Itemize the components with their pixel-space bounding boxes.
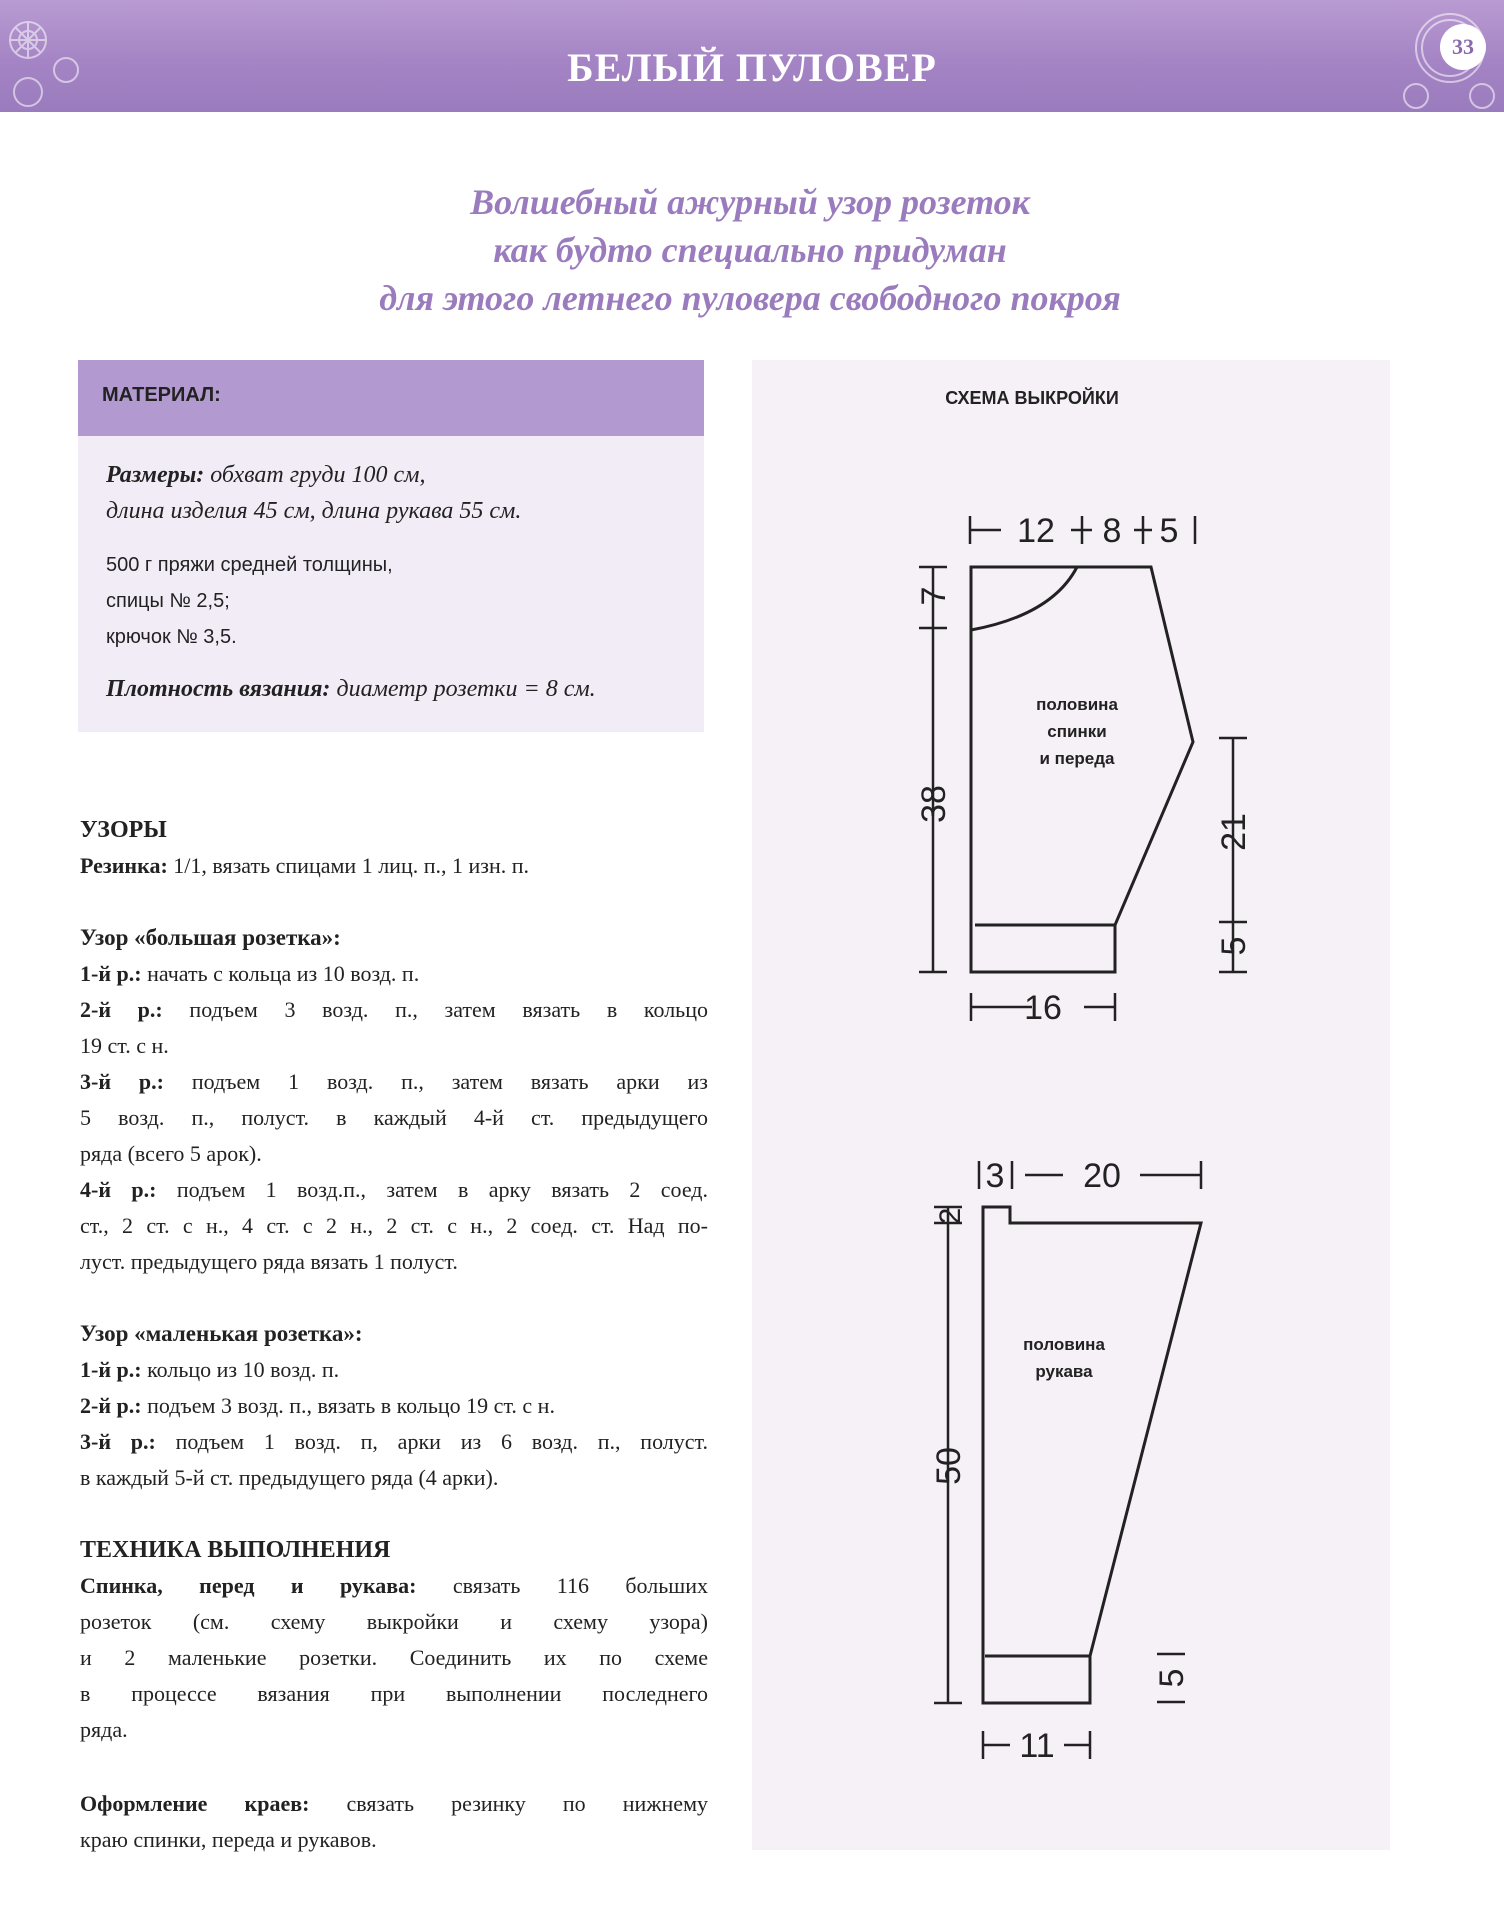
edges-text: краю спинки, переда и рукавов. [80,1827,377,1852]
piece-label: половина [1023,1335,1105,1354]
rib-text: 1/1, вязать спицами 1 лиц. п., 1 изн. п. [167,853,529,878]
dim-label: 5 [1153,1668,1191,1688]
gauge-text: диаметр розетки = 8 см. [330,676,596,702]
row-text: 5 возд. п., полуст. в каждый 4-й ст. предыдущего [80,1105,708,1130]
piece-label: рукава [1035,1362,1093,1381]
technique-text: связать 116 больших [416,1573,708,1598]
row-label: 3-й р.: [80,1429,156,1454]
dim-label: 3 [985,1157,1005,1195]
yarn-line: 500 г пряжи средней толщины, [106,554,393,576]
dim-label: 12 [1017,512,1055,550]
row-label: 4-й р.: [80,1177,157,1202]
row-text: подъем 1 возд. п, арки из 6 возд. п., полуст. [155,1429,708,1454]
technique-label: Спинка, перед и рукава: [80,1573,417,1598]
neckline [971,567,1077,630]
technique-text: ряда. [80,1717,128,1742]
technique-text: розеток (см. схему выкройки и схему узора) [80,1609,708,1634]
dim-label: 21 [1215,813,1253,851]
row-label: 2-й р.: [80,1393,142,1418]
piece-label: спинки [1047,722,1107,741]
row-text: подъем 1 возд.п., затем в арку вязать 2 соед. [156,1177,708,1202]
dim-label: 7 [915,586,953,606]
edges-text: связать резинку по нижнему [309,1791,708,1816]
page-number: 33 [1440,24,1486,70]
row-label: 2-й р.: [80,997,163,1022]
row-text: подъем 3 возд. п., вязать в кольцо 19 ст. с н. [141,1393,555,1418]
row-text: подъем 3 возд. п., затем вязать в кольцо [162,997,708,1022]
dim-label: 11 [1019,1727,1055,1765]
row-text: кольцо из 10 возд. п. [141,1357,340,1382]
gauge-label: Плотность вязания: [106,676,331,702]
row-text: 19 ст. с н. [80,1033,169,1058]
dim-label: 8 [1102,512,1122,550]
subtitle-line: для этого летнего пуловера свободного покроя [379,278,1121,318]
dim-label: 38 [915,785,953,823]
edges-label: Оформление краев: [80,1791,310,1816]
row-text: в каждый 5-й ст. предыдущего ряда (4 арки). [80,1465,499,1490]
diagram-title: СХЕМА ВЫКРОЙКИ [945,388,1119,408]
subtitle-line: Волшебный ажурный узор розеток [470,182,1030,222]
body-outline [971,567,1193,972]
dim-label: 5 [1159,512,1179,550]
row-text: начать с кольца из 10 возд. п. [141,961,420,986]
sizes-line-2: длина изделия 45 см, длина рукава 55 см. [106,498,522,524]
needles-line: спицы № 2,5; [106,590,230,612]
page-title: БЕЛЫЙ ПУЛОВЕР [567,45,937,90]
row-label: 1-й р.: [80,1357,142,1382]
rib-label: Резинка: [80,853,168,878]
row-text: ряда (всего 5 арок). [80,1141,262,1166]
patterns-heading: УЗОРЫ [80,817,167,843]
row-text: луст. предыдущего ряда вязать 1 полуст. [80,1249,458,1274]
row-text: ст., 2 ст. с н., 4 ст. с 2 н., 2 ст. с н., 2 соед. ст. Над по- [80,1213,708,1238]
piece-label: и переда [1039,749,1115,768]
technique-heading: ТЕХНИКА ВЫПОЛНЕНИЯ [80,1537,391,1563]
technique-text: в процессе вязания при выполнении последнего [80,1681,708,1706]
small-rosette-heading: Узор «маленькая розетка»: [80,1321,363,1346]
dim-label: 50 [930,1447,968,1485]
technique-text: и 2 маленькие розетки. Соединить их по схеме [80,1645,708,1670]
big-rosette-heading: Узор «большая розетка»: [80,925,341,950]
sizes-text: обхват груди 100 см, [204,462,426,488]
material-heading: МАТЕРИАЛ: [102,384,221,406]
sleeve-outline [983,1207,1201,1703]
sizes-label: Размеры: [106,462,205,488]
dim-label: 20 [1083,1157,1121,1195]
piece-label: половина [1036,695,1118,714]
dim-label: 5 [1215,936,1253,956]
dim-label: 16 [1024,989,1062,1027]
subtitle-line: как будто специально придуман [493,230,1007,270]
dim-label: 2 [934,1207,967,1225]
row-text: подъем 1 возд. п., затем вязать арки из [163,1069,708,1094]
row-label: 3-й р.: [80,1069,164,1094]
row-label: 1-й р.: [80,961,142,986]
hook-line: крючок № 3,5. [106,626,237,648]
